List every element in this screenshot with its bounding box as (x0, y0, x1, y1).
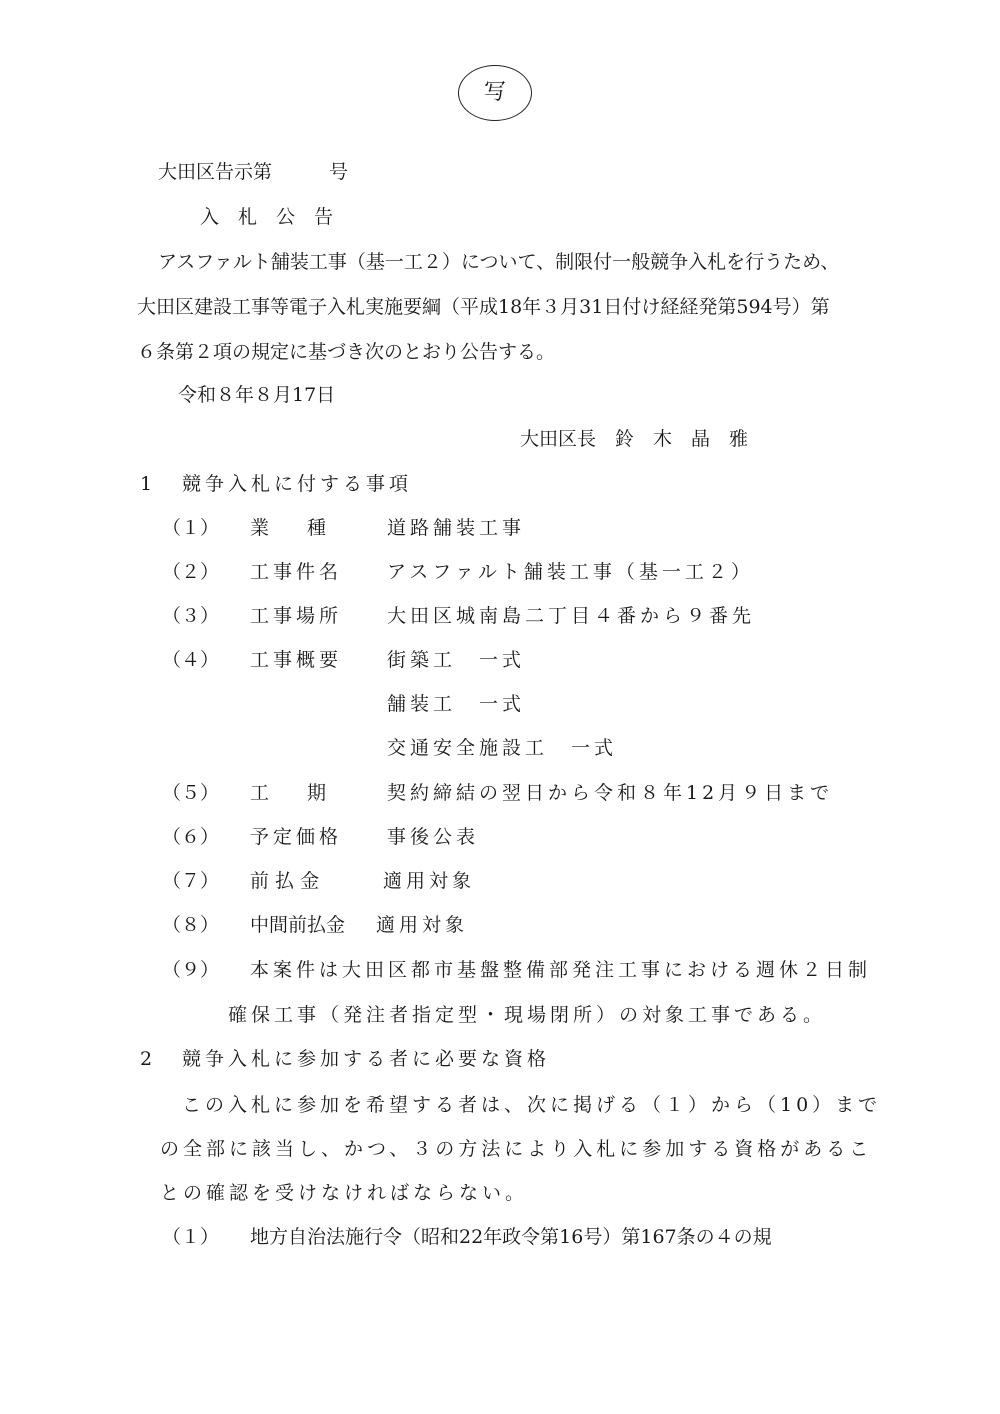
item-2-num: （２） (162, 561, 220, 583)
item-3-value: 大田区城南島二丁目４番から９番先 (387, 605, 756, 627)
item-4-label: 工事概要 (250, 649, 343, 671)
item-1-num: （１） (162, 517, 220, 539)
copy-stamp (458, 65, 532, 121)
intro-line-2: 大田区建設工事等電子入札実施要綱（平成18年３月31日付け経経発第594号）第 (137, 296, 830, 318)
item-4-extra-1: 舗装工 一式 (387, 693, 526, 715)
section-2-number: 2 (140, 1048, 153, 1070)
section-1-number: 1 (140, 473, 153, 495)
notice-number: 大田区告示第 号 (158, 161, 349, 183)
item-6-num: （６） (162, 826, 220, 848)
copy-stamp-text: 写 (483, 80, 506, 105)
section-2-item-1-num: （１） (162, 1226, 220, 1248)
item-4-extra-2: 交通安全施設工 一式 (387, 737, 618, 759)
item-1-label: 業 種 (250, 517, 327, 539)
section-2-body-line-1: この入札に参加を希望する者は、次に掲げる（１）から（10）まで (182, 1094, 882, 1116)
notice-date: 令和８年８月17日 (178, 384, 336, 406)
item-2-label: 工事件名 (250, 561, 343, 583)
item-8-label: 中間前払金 (250, 914, 346, 936)
section-2-body-line-2: の全部に該当し、かつ、３の方法により入札に参加する資格があるこ (160, 1138, 873, 1160)
intro-line-3: ６条第２項の規定に基づき次のとおり公告する。 (137, 341, 556, 363)
item-1-value: 道路舗装工事 (387, 517, 526, 539)
item-8-value: 適用対象 (376, 914, 469, 936)
item-4-value: 街築工 一式 (387, 649, 526, 671)
item-9-line-1: 本案件は大田区都市基盤整備部発注工事における週休２日制 (250, 959, 872, 981)
item-6-label: 予定価格 (250, 826, 343, 848)
page-title: 入 札 公 告 (200, 206, 334, 228)
item-7-label: 前 払 金 (250, 870, 320, 892)
item-3-num: （３） (162, 605, 220, 627)
section-2-item-1-text: 地方自治法施行令（昭和22年政令第16号）第167条の４の規 (250, 1226, 772, 1248)
item-9-num: （９） (162, 959, 220, 981)
item-5-label: 工 期 (250, 782, 327, 804)
item-9-line-2: 確保工事（発注者指定型・現場閉所）の対象工事である。 (228, 1004, 827, 1026)
signatory: 大田区長 鈴 木 晶 雅 (520, 428, 749, 450)
item-7-value: 適用対象 (383, 870, 476, 892)
item-5-value: 契約締結の翌日から令和８年12月９日まで (387, 782, 834, 804)
section-2-body-line-3: との確認を受けなければならない。 (160, 1182, 529, 1204)
item-3-label: 工事場所 (250, 605, 343, 627)
item-7-num: （７） (162, 870, 220, 892)
section-2-heading: 競争入札に参加する者に必要な資格 (182, 1048, 551, 1070)
item-8-num: （８） (162, 914, 220, 936)
item-4-num: （４） (162, 649, 220, 671)
section-1-heading: 競争入札に付する事項 (182, 473, 413, 495)
item-2-value: アスファルト舗装工事（基一工２） (387, 561, 754, 583)
intro-line-1: アスファルト舗装工事（基一工２）について、制限付一般競争入札を行うため、 (158, 251, 840, 273)
item-5-num: （５） (162, 782, 220, 804)
item-6-value: 事後公表 (387, 826, 480, 848)
